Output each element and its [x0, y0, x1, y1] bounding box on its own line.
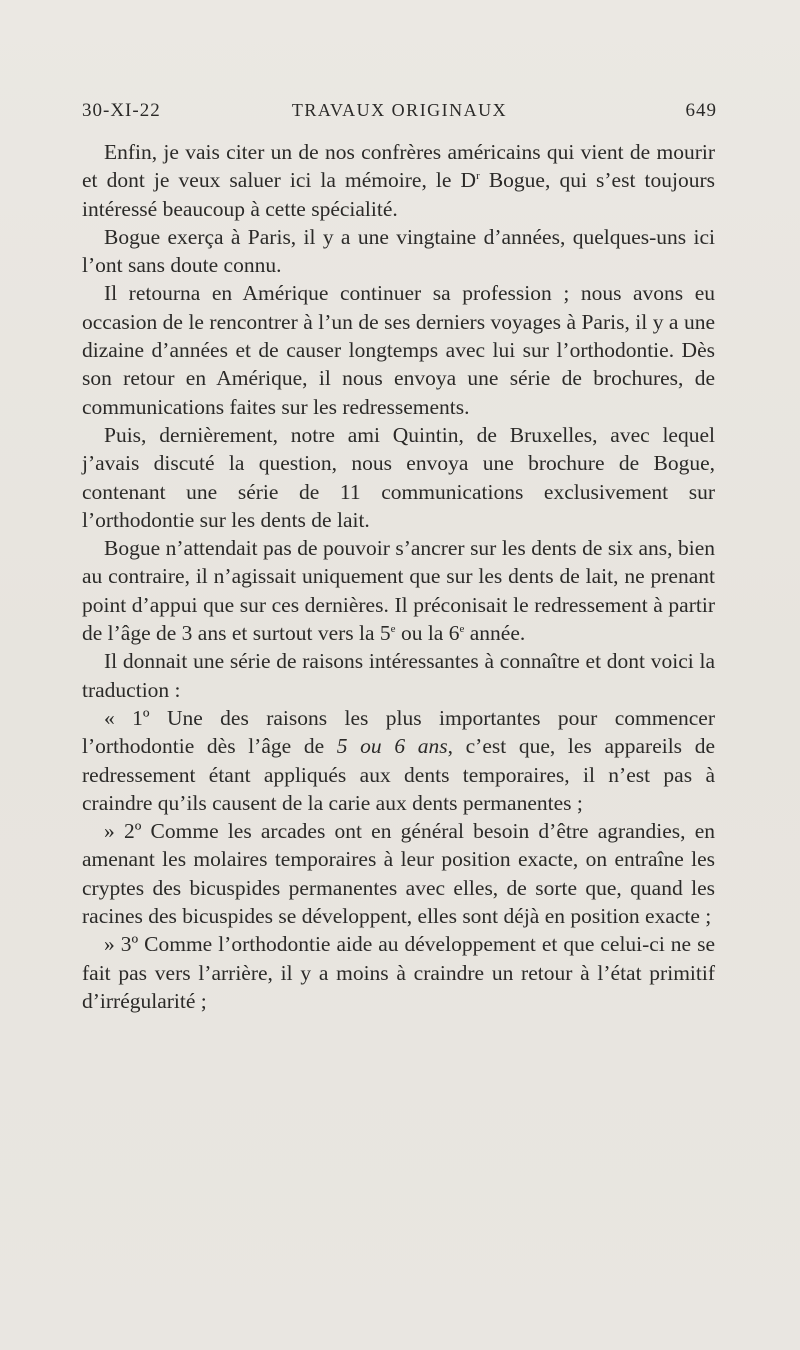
- paragraph-2: Bogue exerça à Paris, il y a une vingtaine d’années, quelques-uns ici l’ont sans doute connu.: [82, 224, 715, 278]
- running-head: [82, 100, 717, 130]
- header-section-title: TRAVAUX ORIGINAUX: [291, 100, 508, 120]
- paragraph-7-italic: 5 ou 6 ans: [336, 734, 448, 759]
- paragraph-1-superscript: r: [476, 170, 480, 183]
- paragraph-6: Il donnait une série de raisons intéressantes à connaître et dont voici la traduction :: [82, 649, 715, 702]
- paragraph-5: [82, 534, 715, 647]
- paragraph-1: [82, 138, 715, 223]
- paragraph-5-text-c: année.: [464, 621, 526, 646]
- paragraph-5-text-b: ou la 6: [395, 621, 460, 646]
- header-date: 30-XI-22: [82, 100, 161, 121]
- article-body: [82, 138, 715, 1015]
- paragraph-9: » 3º Comme l’orthodontie aide au développement et que celui-ci ne se fait pas vers l’arrière, il y a moins à craindre un retour à l’état primitif d’irrégularité ;: [82, 932, 715, 1013]
- paragraph-3: Il retourna en Amérique continuer sa profession ; nous avons eu occasion de le rencontrer à l’un de ses derniers voyages à Paris, il y a une dizaine d’années et de causer longtemps avec lui sur l’orthodontie. Dès son retour en Amérique, il nous envoya une série de brochures, de communications faites sur les redressements.: [82, 281, 715, 419]
- paragraph-1-text-a: Enfin, je vais citer un de nos confrères américains qui vient de mourir et dont je veux saluer ici la mémoire, le D: [82, 140, 715, 193]
- paragraph-8: » 2º Comme les arcades ont en général besoin d’être agrandies, en amenant les molaires temporaires à leur position exacte, on entraîne les cryptes des bicuspides permanentes avec elles, de sorte que, quand les racines des bicuspides se développent, elles sont déjà en position exacte ;: [82, 819, 715, 929]
- paragraph-7-text-a: « 1º Une des raisons les plus importantes pour commencer l’orthodontie dès l’âge de: [82, 705, 715, 759]
- paragraph-1-text-b: Bogue, qui s’est toujours intéressé beaucoup à cette spécialité.: [82, 168, 715, 221]
- paragraph-5-superscript-2: e: [459, 623, 465, 636]
- page-number: 649: [685, 100, 717, 121]
- paragraph-5-superscript-1: e: [390, 623, 396, 636]
- paragraph-5-text-a: Bogue n’attendait pas de pouvoir s’ancrer sur les dents de six ans, bien au contraire, il n’agissait uniquement que sur les dents de lait, ne prenant point d’appui que sur ces dernières. Il préconisait le redressement à partir de l’âge de 3 ans et surtout vers la 5: [82, 536, 715, 646]
- paragraph-7: [82, 704, 715, 817]
- paragraph-7-text-b: , c’est que, les appareils de redressement étant appliqués aux dents temporaires, il n’est pas à craindre qu’ils causent de la carie aux dents permanentes ;: [82, 734, 715, 815]
- paragraph-4: Puis, dernièrement, notre ami Quintin, de Bruxelles, avec lequel j’avais discuté la question, nous envoya une brochure de Bogue, contenant une série de 11 communications exclusivement sur l’orthodontie sur les dents de lait.: [82, 422, 715, 532]
